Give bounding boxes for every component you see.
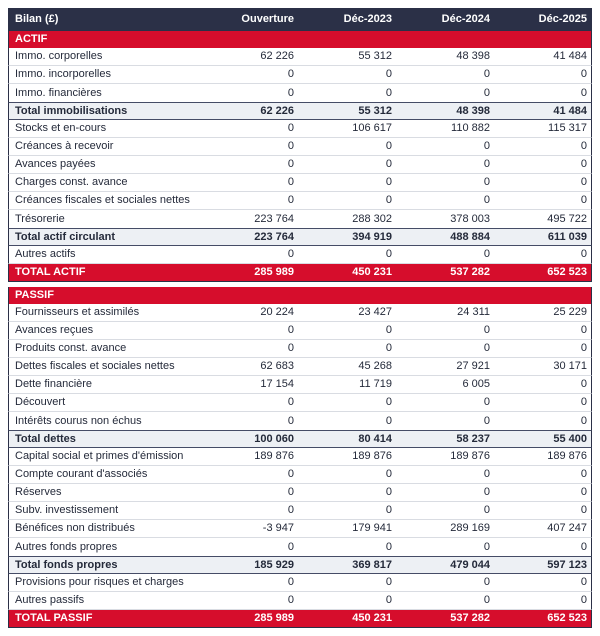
row-value: 0	[298, 322, 396, 340]
row-value: 0	[298, 394, 396, 412]
row-value: 0	[200, 120, 298, 138]
row-value: 62 226	[200, 102, 298, 120]
row-value: 288 302	[298, 210, 396, 228]
table-row	[8, 156, 592, 174]
row-value: 100 060	[200, 430, 298, 448]
row-value: 0	[396, 574, 494, 592]
row-value: 0	[298, 574, 396, 592]
total-value: 285 989	[200, 610, 298, 628]
table-row	[8, 66, 592, 84]
table-row	[8, 358, 592, 376]
row-label: Immo. corporelles	[8, 48, 200, 66]
row-value: 611 039	[494, 228, 592, 246]
row-value: 6 005	[396, 376, 494, 394]
row-label: Découvert	[8, 394, 200, 412]
total-value: 450 231	[298, 610, 396, 628]
row-value: 0	[298, 592, 396, 610]
row-label: Subv. investissement	[8, 502, 200, 520]
row-value: 0	[200, 84, 298, 102]
row-value: 0	[396, 466, 494, 484]
row-value: 185 929	[200, 556, 298, 574]
row-value: 0	[298, 66, 396, 84]
table-row	[8, 340, 592, 358]
table-row	[8, 520, 592, 538]
row-label: Produits const. avance	[8, 340, 200, 358]
row-value: 0	[396, 394, 494, 412]
row-value: 0	[396, 192, 494, 210]
table-row	[8, 322, 592, 340]
section-row-passif	[8, 287, 592, 304]
table-row	[8, 376, 592, 394]
row-value: 495 722	[494, 210, 592, 228]
row-value: 0	[298, 156, 396, 174]
row-value: 0	[494, 376, 592, 394]
row-value: 0	[298, 84, 396, 102]
row-value: 110 882	[396, 120, 494, 138]
row-label: Compte courant d'associés	[8, 466, 200, 484]
total-value: 450 231	[298, 264, 396, 282]
row-value: 20 224	[200, 304, 298, 322]
row-value: 0	[298, 340, 396, 358]
row-value: 0	[494, 66, 592, 84]
row-value: 0	[200, 502, 298, 520]
row-value: 115 317	[494, 120, 592, 138]
row-value: 189 876	[494, 448, 592, 466]
row-value: 0	[494, 138, 592, 156]
table-row	[8, 538, 592, 556]
subtotal-row	[8, 102, 592, 120]
column-header: Déc-2023	[298, 8, 396, 31]
row-label: Total actif circulant	[8, 228, 200, 246]
row-value: 0	[494, 246, 592, 264]
row-value: 223 764	[200, 228, 298, 246]
row-label: Provisions pour risques et charges	[8, 574, 200, 592]
table-row	[8, 448, 592, 466]
column-header: Déc-2025	[494, 8, 592, 31]
table-body	[8, 31, 592, 628]
row-value: 0	[200, 66, 298, 84]
row-label: Immo. financières	[8, 84, 200, 102]
row-value: 0	[298, 484, 396, 502]
row-value: 11 719	[298, 376, 396, 394]
row-value: 0	[494, 502, 592, 520]
row-label: Trésorerie	[8, 210, 200, 228]
row-value: 0	[396, 246, 494, 264]
row-value: 0	[396, 66, 494, 84]
row-label: Bénéfices non distribués	[8, 520, 200, 538]
row-value: 0	[200, 574, 298, 592]
row-value: 58 237	[396, 430, 494, 448]
row-label: Stocks et en-cours	[8, 120, 200, 138]
table-row	[8, 304, 592, 322]
table-row	[8, 174, 592, 192]
total-value: 652 523	[494, 610, 592, 628]
row-value: 407 247	[494, 520, 592, 538]
row-value: 45 268	[298, 358, 396, 376]
row-label: Total fonds propres	[8, 556, 200, 574]
row-value: 0	[396, 412, 494, 430]
row-label: Charges const. avance	[8, 174, 200, 192]
row-value: 223 764	[200, 210, 298, 228]
row-value: 179 941	[298, 520, 396, 538]
row-value: 55 312	[298, 48, 396, 66]
row-value: 24 311	[396, 304, 494, 322]
row-value: 0	[200, 174, 298, 192]
row-value: 55 312	[298, 102, 396, 120]
row-value: 48 398	[396, 48, 494, 66]
row-label: Total dettes	[8, 430, 200, 448]
row-value: 289 169	[396, 520, 494, 538]
row-label: Dettes fiscales et sociales nettes	[8, 358, 200, 376]
row-value: 0	[494, 538, 592, 556]
balance-sheet-table	[8, 8, 592, 628]
row-value: 369 817	[298, 556, 396, 574]
table-row	[8, 574, 592, 592]
total-value: 537 282	[396, 264, 494, 282]
total-value: 537 282	[396, 610, 494, 628]
subtotal-row	[8, 228, 592, 246]
row-value: 0	[494, 174, 592, 192]
row-value: 0	[200, 466, 298, 484]
row-value: 0	[200, 412, 298, 430]
row-value: 0	[494, 394, 592, 412]
row-label: Immo. incorporelles	[8, 66, 200, 84]
row-value: 0	[494, 484, 592, 502]
total-value: 285 989	[200, 264, 298, 282]
row-value: 0	[298, 538, 396, 556]
row-value: 0	[200, 484, 298, 502]
row-value: 0	[298, 138, 396, 156]
total-label: TOTAL ACTIF	[8, 264, 200, 282]
row-value: 189 876	[298, 448, 396, 466]
row-value: 0	[200, 340, 298, 358]
row-value: 0	[494, 322, 592, 340]
row-value: 0	[396, 340, 494, 358]
row-label: Total immobilisations	[8, 102, 200, 120]
row-value: 394 919	[298, 228, 396, 246]
row-value: 0	[396, 322, 494, 340]
table-row	[8, 466, 592, 484]
total-value: 652 523	[494, 264, 592, 282]
row-label: Capital social et primes d'émission	[8, 448, 200, 466]
row-value: 0	[200, 394, 298, 412]
row-value: 378 003	[396, 210, 494, 228]
row-label: Intérêts courus non échus	[8, 412, 200, 430]
row-value: 0	[298, 502, 396, 520]
row-value: 0	[396, 502, 494, 520]
table-row	[8, 210, 592, 228]
row-value: 0	[494, 412, 592, 430]
row-value: -3 947	[200, 520, 298, 538]
row-value: 0	[396, 484, 494, 502]
row-value: 0	[396, 138, 494, 156]
row-value: 41 484	[494, 48, 592, 66]
row-value: 30 171	[494, 358, 592, 376]
row-value: 17 154	[200, 376, 298, 394]
row-label: Avances reçues	[8, 322, 200, 340]
row-value: 25 229	[494, 304, 592, 322]
table-title: Bilan (£)	[8, 8, 200, 31]
table-head	[8, 8, 592, 31]
row-value: 48 398	[396, 102, 494, 120]
row-value: 0	[494, 466, 592, 484]
row-value: 0	[298, 466, 396, 484]
row-value: 0	[200, 156, 298, 174]
row-value: 0	[200, 592, 298, 610]
row-value: 189 876	[396, 448, 494, 466]
section-row-actif	[8, 31, 592, 48]
row-value: 0	[298, 246, 396, 264]
row-label: Autres passifs	[8, 592, 200, 610]
row-value: 0	[396, 156, 494, 174]
total-row-actif	[8, 264, 592, 282]
table-row	[8, 412, 592, 430]
row-value: 488 884	[396, 228, 494, 246]
row-label: Autres actifs	[8, 246, 200, 264]
row-value: 0	[494, 592, 592, 610]
row-value: 0	[396, 538, 494, 556]
column-header: Déc-2024	[396, 8, 494, 31]
row-value: 0	[396, 84, 494, 102]
subtotal-row	[8, 430, 592, 448]
row-value: 0	[298, 412, 396, 430]
row-value: 597 123	[494, 556, 592, 574]
total-label: TOTAL PASSIF	[8, 610, 200, 628]
row-value: 0	[494, 340, 592, 358]
row-label: Fournisseurs et assimilés	[8, 304, 200, 322]
subtotal-row	[8, 556, 592, 574]
row-value: 0	[200, 538, 298, 556]
table-header-row	[8, 8, 592, 31]
row-value: 80 414	[298, 430, 396, 448]
row-value: 0	[298, 192, 396, 210]
row-value: 0	[200, 322, 298, 340]
table-row	[8, 592, 592, 610]
row-value: 0	[494, 574, 592, 592]
row-value: 23 427	[298, 304, 396, 322]
row-value: 0	[494, 192, 592, 210]
row-value: 41 484	[494, 102, 592, 120]
table-row	[8, 502, 592, 520]
table-row	[8, 48, 592, 66]
row-label: Autres fonds propres	[8, 538, 200, 556]
column-header: Ouverture	[200, 8, 298, 31]
row-value: 0	[200, 246, 298, 264]
row-value: 55 400	[494, 430, 592, 448]
row-value: 479 044	[396, 556, 494, 574]
row-label: Créances fiscales et sociales nettes	[8, 192, 200, 210]
row-value: 0	[200, 192, 298, 210]
table-row	[8, 484, 592, 502]
row-label: Réserves	[8, 484, 200, 502]
table-row	[8, 192, 592, 210]
row-value: 27 921	[396, 358, 494, 376]
table-row	[8, 120, 592, 138]
section-title: PASSIF	[8, 287, 592, 304]
row-value: 189 876	[200, 448, 298, 466]
row-value: 62 683	[200, 358, 298, 376]
row-value: 0	[298, 174, 396, 192]
row-label: Dette financière	[8, 376, 200, 394]
row-value: 0	[494, 156, 592, 174]
row-value: 62 226	[200, 48, 298, 66]
section-title: ACTIF	[8, 31, 592, 48]
table-row	[8, 84, 592, 102]
row-value: 0	[200, 138, 298, 156]
total-row-passif	[8, 610, 592, 628]
row-label: Créances à recevoir	[8, 138, 200, 156]
row-value: 0	[494, 84, 592, 102]
row-value: 106 617	[298, 120, 396, 138]
table-row	[8, 138, 592, 156]
row-value: 0	[396, 592, 494, 610]
table-row	[8, 394, 592, 412]
row-value: 0	[396, 174, 494, 192]
row-label: Avances payées	[8, 156, 200, 174]
table-row	[8, 246, 592, 264]
